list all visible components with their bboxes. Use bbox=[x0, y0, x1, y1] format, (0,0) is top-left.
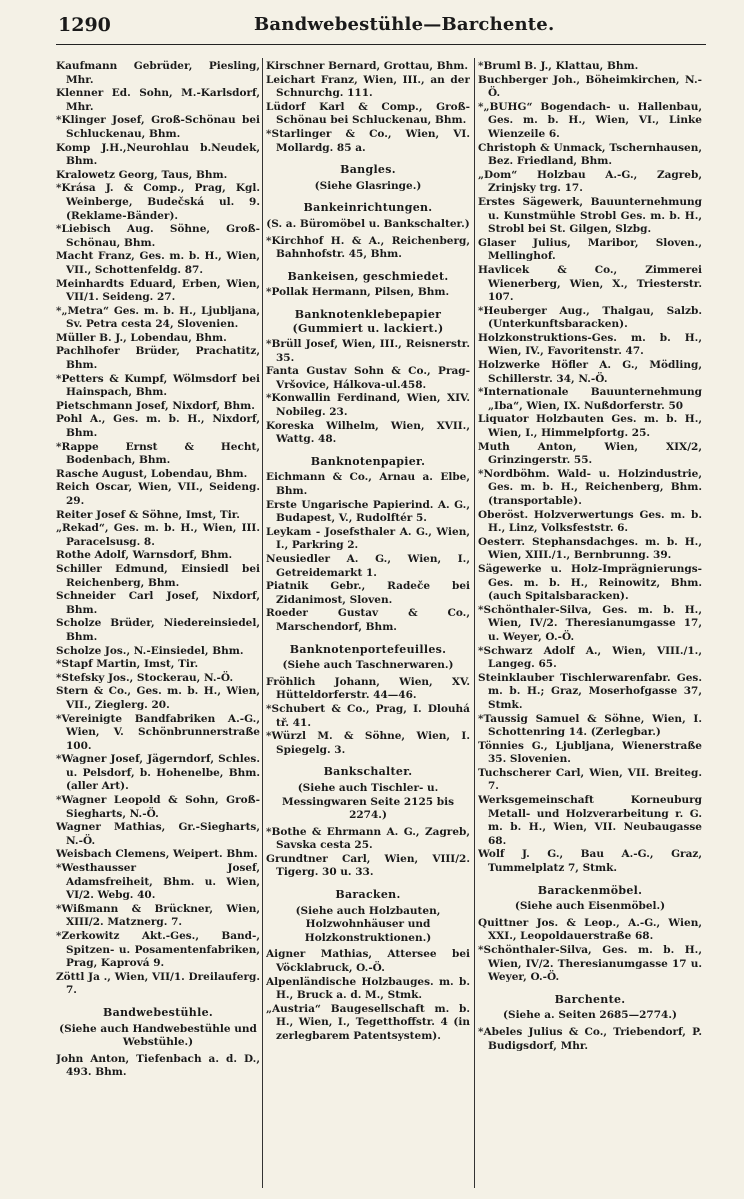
directory-entry: Tönnies G., Ljubljana, Wienerstraße 35. Slovenien. bbox=[478, 739, 702, 766]
directory-entry: *Würzl M. & Söhne, Wien, I. Spiegelg. 3. bbox=[266, 730, 470, 756]
directory-entry: Havlicek & Co., Zimmerei Wienerberg, Wien, X., Triesterstr. 107. bbox=[478, 263, 702, 304]
directory-entry: *Konwallin Ferdinand, Wien, XIV. Nobileg. 23. bbox=[266, 392, 470, 419]
page-number: 1290 bbox=[58, 14, 111, 36]
directory-entry: *Taussig Samuel & Söhne, Wien, I. Schottenring 14. (Zerlegbar.) bbox=[478, 712, 702, 739]
directory-entry: *Nordböhm. Wald- u. Holzindustrie, Ges. m. b. H., Reichenberg, Bhm. (transportable). bbox=[478, 467, 702, 507]
directory-entry: John Anton, Tiefenbach a. d. D., 493. Bhm. bbox=[56, 1052, 260, 1079]
directory-entry: Liquator Holzbauten Ges. m. b. H., Wien, I., Himmelpfortg. 25. bbox=[478, 413, 702, 440]
directory-entry: Fanta Gustav Sohn & Co., Prag-Vršovice, Hálkova-ul.458. bbox=[266, 365, 470, 391]
directory-entry: *Schönthaler-Silva, Ges. m. b. H., Wien, IV/2. Theresianumgasse 17 u. Weyer, O.-Ö. bbox=[478, 944, 702, 984]
directory-entry: Stern & Co., Ges. m. b. H., Wien, VII., Zieglerg. 20. bbox=[56, 685, 260, 711]
directory-entry: Neusiedler A. G., Wien, I., Getreidemarkt 1. bbox=[266, 553, 470, 579]
directory-entry: *Wagner Leopold & Sohn, Groß-Siegharts, N.-Ö. bbox=[56, 794, 260, 820]
section-heading: Bandwebestühle. bbox=[102, 1005, 214, 1019]
section-note: (S. a. Büromöbel u. Bankschalter.) bbox=[266, 217, 470, 230]
directory-entry: Rasche August, Lobendau, Bhm. bbox=[56, 467, 248, 480]
column-left bbox=[56, 60, 260, 1190]
directory-entry: Komp J.H.,Neurohlau b.Neudek, Bhm. bbox=[56, 141, 260, 168]
section-heading: Banknotenpapier. bbox=[310, 454, 426, 468]
directory-entry: Kralowetz Georg, Taus, Bhm. bbox=[56, 168, 228, 181]
directory-entry: Aigner Mathias, Attersee bei Vöcklabruck, O.-Ö. bbox=[266, 948, 470, 975]
directory-entry: *Schubert & Co., Prag, I. Dlouhá tř. 41. bbox=[266, 702, 470, 729]
section-heading: Banknotenportefeuilles. bbox=[289, 642, 447, 656]
directory-entry: *Kirchhof H. & A., Reichenberg, Bahnhofstr. 45, Bhm. bbox=[266, 234, 470, 261]
directory-entry: Reich Oscar, Wien, VII., Seideng. 29. bbox=[56, 481, 260, 507]
directory-entry: *Vereinigte Bandfabriken A.-G., Wien, V. Schönbrunnerstraße 100. bbox=[56, 712, 260, 752]
section-heading: Barackenmöbel. bbox=[537, 883, 643, 897]
directory-entry: Koreska Wilhelm, Wien, XVII., Wattg. 48. bbox=[266, 419, 470, 446]
directory-entry: *Internationale Bauunternehmung „Iba“, Wien, IX. Nußdorferstr. 50 bbox=[478, 386, 702, 412]
section-note: (Siehe a. Seiten 2685—2774.) bbox=[503, 1009, 677, 1022]
directory-entry: *Heuberger Aug., Thalgau, Salzb. (Unterkunftsbaracken). bbox=[478, 304, 702, 331]
section-note: (Siehe auch Tischler- u. Messingwaren Seite 2125 bis 2274.) bbox=[282, 781, 454, 822]
directory-entry: Scholze Brüder, Niedereinsiedel, Bhm. bbox=[56, 617, 260, 643]
directory-entry: Oesterr. Stephansdachges. m. b. H., Wien, XIII./1., Bernbrunng. 39. bbox=[478, 535, 702, 562]
directory-entry: Grundtner Carl, Wien, VIII/2. Tigerg. 30 u. 33. bbox=[266, 852, 470, 879]
section-note: (Siehe auch Eisenmöbel.) bbox=[514, 900, 666, 913]
directory-entry: „Austria“ Baugesellschaft m. b. H., Wien, I., Tegetthoffstr. 4 (in zerlegbarem Patentsystem). bbox=[266, 1002, 470, 1042]
directory-entry: Holzwerke Höfler A. G., Mödling, Schillerstr. 34, N.-Ö. bbox=[478, 359, 702, 385]
directory-entry: Sägewerke u. Holz-Imprägnierungs-Ges. m. b. H., Reinowitz, Bhm. (auch Spitalsbaracken). bbox=[478, 562, 702, 603]
directory-entry: Zöttl Ja ., Wien, VII/1. Dreilauferg. 7. bbox=[56, 970, 260, 997]
directory-entry: Pietschmann Josef, Nixdorf, Bhm. bbox=[56, 399, 255, 412]
directory-entry: Klenner Ed. Sohn, M.-Karlsdorf, Mhr. bbox=[56, 87, 260, 113]
section-heading: Bankeisen, geschmiedet. bbox=[287, 269, 449, 283]
directory-entry: *Wagner Josef, Jägerndorf, Schles. u. Pelsdorf, b. Hohenelbe, Bhm. (aller Art). bbox=[56, 753, 260, 793]
directory-entry: Kirschner Bernard, Grottau, Bhm. bbox=[266, 60, 469, 72]
directory-entry: Holzkonstruktions-Ges. m. b. H., Wien, IV., Favoritenstr. 47. bbox=[478, 331, 702, 358]
directory-entry: Pachlhofer Brüder, Prachatitz, Bhm. bbox=[56, 345, 260, 372]
column-right bbox=[478, 60, 702, 1190]
directory-entry: Roeder Gustav & Co., Marschendorf, Bhm. bbox=[266, 607, 470, 633]
directory-entry: *Zerkowitz Akt.-Ges., Band-, Spitzen- u. Posamentenfabriken, Prag, Kaprová 9. bbox=[56, 930, 260, 970]
directory-entry: *Stefsky Jos., Stockerau, N.-Ö. bbox=[56, 671, 234, 684]
section-note: (Siehe auch Handwebestühle und Webstühle.) bbox=[59, 1022, 257, 1049]
directory-entry: Buchberger Joh., Böheimkirchen, N.-Ö. bbox=[478, 73, 702, 100]
directory-entry: *Schönthaler-Silva, Ges. m. b. H., Wien, IV/2. Theresianumgasse 17, u. Weyer, O.-Ö. bbox=[478, 603, 702, 643]
directory-entry: *Stapf Martin, Imst, Tir. bbox=[56, 658, 199, 671]
directory-entry: Reiter Josef & Söhne, Imst, Tir. bbox=[56, 508, 240, 521]
directory-entry: Rothe Adolf, Warnsdorf, Bhm. bbox=[56, 549, 233, 562]
section-heading: Banknotenklebepapier (Gummiert u. lackiert.) bbox=[292, 307, 444, 335]
directory-entry: Muth Anton, Wien, XIX/2, Grinzingerstr. 55. bbox=[478, 440, 702, 467]
directory-entry: Scholze Jos., N.-Einsiedel, Bhm. bbox=[56, 644, 244, 657]
directory-entry: *Brüll Josef, Wien, III., Reisnerstr. 35. bbox=[266, 338, 470, 364]
directory-entry: *„BUHG“ Bogendach- u. Hallenbau, Ges. m. b. H., Wien, VI., Linke Wienzeile 6. bbox=[478, 100, 702, 140]
directory-entry: Steinklauber Tischlerwarenfabr. Ges. m. b. H.; Graz, Moserhofgasse 37, Stmk. bbox=[478, 671, 702, 711]
column-middle bbox=[266, 60, 470, 1190]
directory-entry: Kaufmann Gebrüder, Piesling, Mhr. bbox=[56, 60, 260, 86]
section-heading: Bankeinrichtungen. bbox=[303, 201, 433, 215]
section-heading: Baracken. bbox=[335, 888, 401, 902]
directory-entry: Weisbach Clemens, Weipert. Bhm. bbox=[56, 848, 258, 861]
directory-entry: Tuchscherer Carl, Wien, VII. Breiteg. 7. bbox=[478, 766, 702, 793]
section-heading: Bangles. bbox=[340, 163, 396, 177]
running-title: Bandwebestühle—Barchente. bbox=[254, 14, 555, 35]
directory-entry: Glaser Julius, Maribor, Sloven., Mellinghof. bbox=[478, 236, 702, 263]
column-divider-right bbox=[474, 58, 475, 1188]
directory-entry: *Rappe Ernst & Hecht, Bodenbach, Bhm. bbox=[56, 440, 260, 467]
directory-entry: „Rekad“, Ges. m. b. H., Wien, III. Paracelsusg. 8. bbox=[56, 522, 260, 548]
directory-entry: *„Metra“ Ges. m. b. H., Ljubljana, Sv. Petra cesta 24, Slovenien. bbox=[56, 304, 260, 331]
directory-entry: Alpenländische Holzbauges. m. b. H., Bruck a. d. M., Stmk. bbox=[266, 975, 470, 1002]
directory-entry: Erste Ungarische Papierind. A. G., Budapest, V., Rudolftér 5. bbox=[266, 498, 470, 525]
directory-entry: *Bruml B. J., Klattau, Bhm. bbox=[478, 60, 639, 72]
directory-entry: Leykam - Josefsthaler A. G., Wien, I., Parkring 2. bbox=[266, 525, 470, 552]
directory-entry: Schneider Carl Josef, Nixdorf, Bhm. bbox=[56, 590, 260, 616]
directory-entry: Werksgemeinschaft Korneuburg Metall- und Holzverarbeitung r. G. m. b. H., Wien, VII. Neubaugasse 68. bbox=[478, 794, 702, 847]
directory-entry: Oberöst. Holzverwertungs Ges. m. b. H., Linz, Volksfeststr. 6. bbox=[478, 508, 702, 535]
directory-entry: Erstes Sägewerk, Bauunternehmung u. Kunstmühle Strobl Ges. m. b. H., Strobl bei St. Gilgen, Slzbg. bbox=[478, 195, 702, 236]
column-divider-left bbox=[262, 58, 263, 1188]
directory-entry: Piatnik Gebr., Radeče bei Zidanimost, Sloven. bbox=[266, 580, 470, 606]
directory-entry: *Westhausser Josef, Adamsfreiheit, Bhm. u. Wien, VI/2. Webg. 40. bbox=[56, 862, 260, 902]
directory-entry: „Dom“ Holzbau A.-G., Zagreb, Zrinjsky trg. 17. bbox=[478, 168, 702, 195]
directory-entry: *Klinger Josef, Groß-Schönau bei Schluckenau, Bhm. bbox=[56, 114, 260, 140]
directory-entry: Wolf J. G., Bau A.-G., Graz, Tummelplatz 7, Stmk. bbox=[478, 848, 702, 875]
directory-entry: Christoph & Unmack, Tschernhausen, Bez. Friedland, Bhm. bbox=[478, 141, 702, 168]
directory-entry: *Bothe & Ehrmann A. G., Zagreb, Savska cesta 25. bbox=[266, 825, 470, 852]
directory-entry: *Abeles Julius & Co., Triebendorf, P. Budigsdorf, Mhr. bbox=[478, 1025, 702, 1052]
directory-entry: *Starlinger & Co., Wien, VI. Mollardg. 85 a. bbox=[266, 127, 470, 154]
directory-entry: Leichart Franz, Wien, III., an der Schnurchg. 111. bbox=[266, 73, 470, 100]
directory-entry: *Schwarz Adolf A., Wien, VIII./1., Langeg. 65. bbox=[478, 644, 702, 671]
directory-entry: Schiller Edmund, Einsiedl bei Reichenberg, Bhm. bbox=[56, 562, 260, 589]
page-header bbox=[0, 0, 744, 44]
directory-entry: *Wißmann & Brückner, Wien, XIII/2. Matznerg. 7. bbox=[56, 902, 260, 929]
section-note: (Siehe auch Taschnerwaren.) bbox=[282, 659, 454, 672]
directory-entry: Quittner Jos. & Leop., A.-G., Wien, XXI., Leopoldauerstraße 68. bbox=[478, 916, 702, 943]
directory-entry: Wagner Mathias, Gr.-Siegharts, N.-Ö. bbox=[56, 821, 260, 847]
section-note: (Siehe auch Holzbauten, Holzwohnhäuser und Holzkonstruktionen.) bbox=[295, 904, 441, 944]
section-note: (Siehe Glasringe.) bbox=[314, 179, 422, 192]
directory-entry: Meinhardts Eduard, Erben, Wien, VII/1. Seideng. 27. bbox=[56, 277, 260, 304]
directory-entry: *Petters & Kumpf, Wölmsdorf bei Hainspach, Bhm. bbox=[56, 372, 260, 399]
directory-entry: Pohl A., Ges. m. b. H., Nixdorf, Bhm. bbox=[56, 413, 260, 440]
section-heading: Bankschalter. bbox=[323, 765, 413, 779]
directory-entry: Fröhlich Johann, Wien, XV. Hütteldorferstr. 44—46. bbox=[266, 675, 470, 702]
directory-entry: *Pollak Hermann, Pilsen, Bhm. bbox=[266, 286, 450, 299]
directory-entry: *Krása J. & Comp., Prag, Kgl. Weinberge, Budečská ul. 9. (Reklame-Bänder). bbox=[56, 182, 260, 222]
directory-entry: Lüdorf Karl & Comp., Groß-Schönau bei Schluckenau, Bhm. bbox=[266, 100, 470, 127]
directory-entry: Macht Franz, Ges. m. b. H., Wien, VII., Schottenfeldg. 87. bbox=[56, 250, 260, 276]
section-heading: Barchente. bbox=[554, 992, 626, 1006]
directory-entry: Müller B. J., Lobendau, Bhm. bbox=[56, 331, 227, 344]
directory-entry: *Liebisch Aug. Söhne, Groß-Schönau, Bhm. bbox=[56, 223, 260, 249]
directory-entry: Eichmann & Co., Arnau a. Elbe, Bhm. bbox=[266, 471, 470, 498]
header-rule bbox=[56, 44, 706, 45]
